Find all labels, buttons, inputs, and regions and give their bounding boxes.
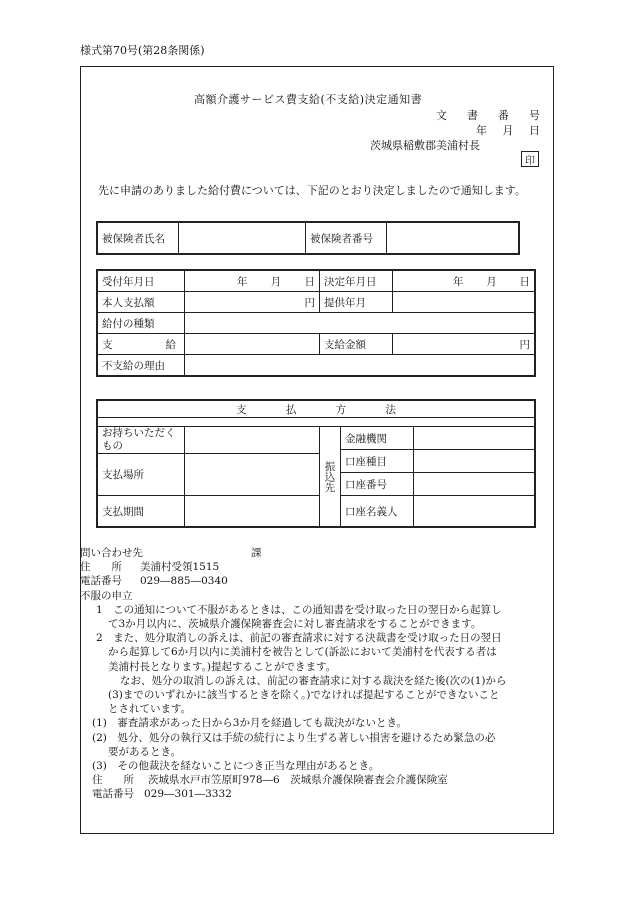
document-title: 高額介護サービス費支給(不支給)決定通知書 [194, 93, 423, 106]
acct-type-field[interactable] [414, 450, 536, 473]
footer-text [80, 546, 550, 802]
contact-address: 住 所 美浦村受領1515 [80, 561, 220, 574]
payment-table [96, 399, 536, 528]
pay-period-field[interactable] [185, 496, 320, 528]
insured-name-field[interactable] [179, 222, 306, 254]
appeal-p3c: とされています。 [108, 703, 192, 716]
issuer-name: 茨城県稲敷郡美浦村長 [370, 139, 480, 152]
pay-field[interactable] [185, 334, 320, 355]
appeal-item-1: (1) 審査請求があった日から3か月を経過しても裁決がないとき。 [92, 717, 408, 730]
acct-name-field[interactable] [414, 496, 536, 528]
seal-mark: 印 [521, 151, 539, 167]
received-date-field[interactable]: 年 月 日 [185, 270, 320, 292]
self-pay-field[interactable]: 円 [185, 292, 320, 313]
provide-month-label: 提供年月 [320, 292, 393, 313]
benefit-kind-field[interactable] [185, 313, 536, 334]
insured-name-label: 被保険者氏名 [97, 222, 179, 254]
appeal-p1a: 1 この通知について不服があるときは、この通知書を受け取った日の翌日から起算し [96, 603, 502, 616]
insured-number-label: 被保険者番号 [306, 222, 387, 254]
insured-number-field[interactable] [387, 222, 520, 254]
appeal-p3b: (3)までのいずれかに該当するときを除く。)でなければ提起することができないこと [108, 689, 500, 702]
bring-items-field[interactable] [185, 427, 320, 454]
provide-month-field[interactable] [393, 292, 536, 313]
transfer-label: 振込先 [320, 427, 341, 528]
appeal-heading: 不服の申立 [80, 589, 133, 602]
pay-period-label: 支払期間 [97, 496, 185, 528]
acct-name-label: 口座名義人 [341, 496, 414, 528]
bank-field[interactable] [414, 427, 536, 450]
appeal-item-3: (3) その他裁決を経ないことにつき正当な理由があるとき。 [92, 760, 380, 773]
appeal-item-2a: (2) 処分、処分の執行又は手続の続行により生ずる著しい損害を避けるため緊急の必 [92, 731, 496, 744]
contact-line: 問い合わせ先 課 [80, 547, 262, 559]
pay-place-label: 支払場所 [97, 454, 185, 496]
pay-place-field[interactable] [185, 454, 320, 496]
intro-text: 先に申請のありました給付費については、下記のとおり決定しましたので通知します。 [98, 184, 526, 197]
payment-header: 支 払 方 法 [97, 400, 535, 418]
non-pay-reason-label: 不支給の理由 [97, 355, 185, 377]
appeal-address: 住 所 茨城県水戸市笠原町978―6 茨城県介護保険審査会介護保険室 [92, 774, 448, 787]
appeal-p1b: て3か月以内に、茨城県介護保険審査会に対し審査請求をすることができます。 [108, 618, 482, 631]
document-number: 文 書 番 号 [436, 109, 540, 122]
pay-label: 支 給 [97, 334, 185, 355]
appeal-p2b: から起算して6か月以内に美浦村を被告として(訴訟において美浦村を代表する者は [108, 646, 497, 659]
benefit-kind-label: 給付の種類 [97, 313, 185, 334]
acct-no-field[interactable] [414, 473, 536, 496]
acct-type-label: 口座種目 [341, 450, 414, 473]
appeal-tel: 電話番号 029―301―3332 [92, 788, 232, 801]
appeal-p2c: 美浦村長となります。)提起することができます。 [108, 660, 337, 673]
bring-items-label: お持ちいただくもの [97, 427, 185, 454]
issue-date: 年 月 日 [476, 124, 540, 137]
decision-table [96, 269, 536, 377]
bank-label: 金融機関 [341, 427, 414, 450]
appeal-p3a: なお、処分の取消しの訴えは、前記の審査請求に対する裁決を経た後(次の(1)から [120, 674, 507, 687]
self-pay-label: 本人支払額 [97, 292, 185, 313]
appeal-item-2b: 要があるとき。 [108, 745, 182, 758]
insured-table [96, 221, 520, 255]
non-pay-reason-field[interactable] [185, 355, 536, 377]
decided-date-field[interactable]: 年 月 日 [393, 270, 536, 292]
decided-date-label: 決定年月日 [320, 270, 393, 292]
contact-tel: 電話番号 029―885―0340 [80, 575, 228, 588]
pay-amount-field[interactable]: 円 [393, 334, 536, 355]
appeal-p2a: 2 また、処分取消しの訴えは、前記の審査請求に対する決裁書を受け取った日の翌日 [96, 632, 502, 645]
acct-no-label: 口座番号 [341, 473, 414, 496]
form-number: 様式第70号(第28条関係) [80, 44, 205, 57]
pay-amount-label: 支給金額 [320, 334, 393, 355]
received-date-label: 受付年月日 [97, 270, 185, 292]
